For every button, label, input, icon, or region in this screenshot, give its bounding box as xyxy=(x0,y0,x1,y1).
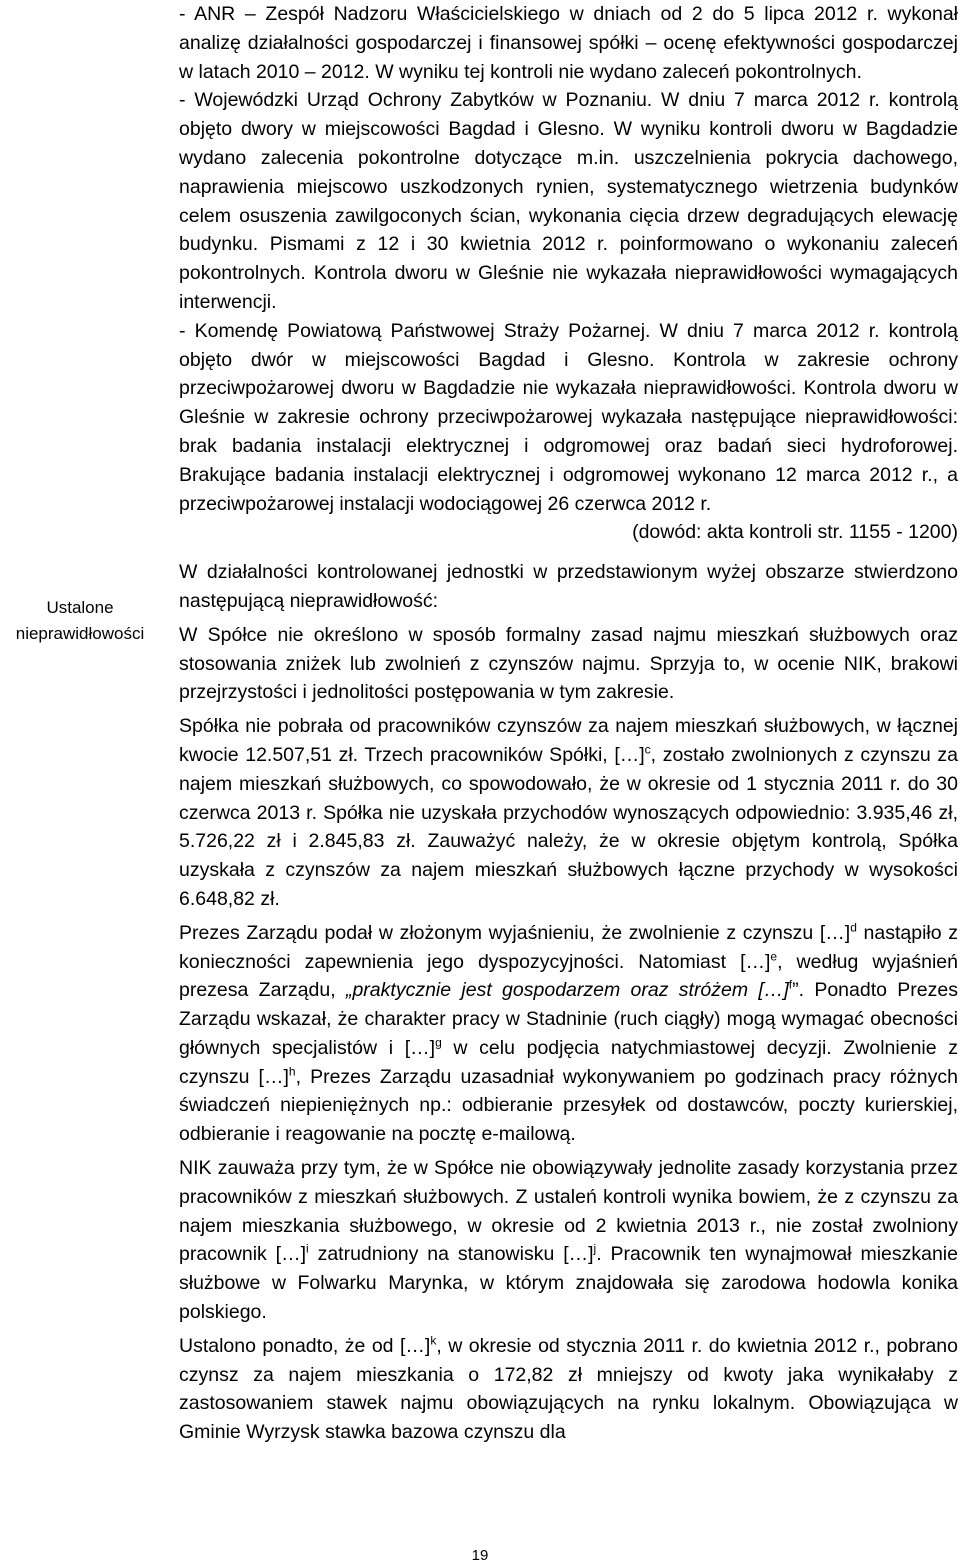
quote: „praktycznie jest gospodarzem oraz stróżem […] xyxy=(345,979,789,1002)
page-number: 19 xyxy=(471,1547,489,1564)
finding-paragraph-1: W Spółce nie określono w sposób formalny zasad najmu mieszkań służbowych oraz stosowania zniżek lub zwolnień z czynszów najmu. Sprzyja to, w ocenie NIK, brakowi przejrzystości i jednolitości postępowania w tym zakresie. xyxy=(179,623,958,704)
findings-intro: W działalności kontrolowanej jednostki w przedstawionym wyżej obszarze stwierdzono następującą nieprawidłowość: xyxy=(179,561,958,612)
finding-paragraph-3: Prezes Zarządu podał w złożonym wyjaśnieniu, że zwolnienie z czynszu […]$^d$ nastąpiło z konieczności zapewnienia jego dyspozycyjności. Natomiast […]$^e$, według wyjaśnień prezesa Zarządu, „praktycznie jest gospodarzem oraz stróżem […]$^f$”. Ponadto Prezes Zarządu wskazał, że charakter pracy w Stadninie (ruch ciągły) mogą wymagać obecności głównych specjalistów i […]$^g$ w celu podjęcia natychmiastowej decyzji. Zwolnienie z czynszu […]$^h$, Prezes Zarządu uzasadniał wykonywaniem po godzinach pracy różnych świadczeń niepieniężnych np.: odbieranie przesyłek od dostawców, poczty kurierskiej, odbieranie i reagowanie na pocztę e-mailową. xyxy=(179,920,959,1146)
finding-paragraph-5: Ustalono ponadto, że od […]$^k$, w okresie od stycznia 2011 r. do kwietnia 2012 r., pobrano czynsz za najem mieszkania o 172,82 zł mniejszy od kwoty jaka wynikałaby z zastosowaniem stawek najmu obowiązujących na rynku lokalnym. Obowiązująca w Gminie Wyrzysk stawka bazowa czynszu dla xyxy=(179,1333,958,1444)
paragraph-kppsp: - Komendę Powiatową Państwowej Straży Pożarnej. W dniu 7 marca 2012 r. kontrolą objęto dwór w miejscowości Bagdad i Glesno. Kontrola w zakresie ochrony przeciwpożarowej dworu w Bagdadzie nie wykazała nieprawidłowości. Kontrola dworu w Gleśnie w zakresie ochrony przeciwpożarowej wykazała następujące nieprawidłowości: brak badania instalacji elektrycznej i odgromowej oraz badań sieci hydroforowej. Brakujące badania instalacji elektrycznej i odgromowej wykonano 12 marca 2012 r., a przeciwpożarowej instalacji wodociągowej 26 czerwca 2012 r. xyxy=(179,319,958,515)
sidebar-label-line1: Ustalone xyxy=(46,598,114,617)
finding-paragraph-4: NIK zauważa przy tym, że w Spółce nie obowiązywały jednolite zasady korzystania przez pracowników z mieszkań służbowych. Z ustaleń kontroli wynika bowiem, że z czynszu za najem mieszkania służbowego, w okresie od 2 kwietnia 2013 r., nie został zwolniony pracownik […]$^i$ zatrudniony na stanowisku […]$^j$. Pracownik ten wynajmował mieszkanie służbowe w Folwarku Marynka, w którym znajdowała się zarodowa hodowla konika polskiego. xyxy=(179,1157,958,1324)
sidebar-label-line2: nieprawidłowości xyxy=(15,624,145,643)
sidebar-section-label xyxy=(0,595,160,647)
paragraph-wuoz: - Wojewódzki Urząd Ochrony Zabytków w Poznaniu. W dniu 7 marca 2012 r. kontrolą objęto dwory w miejscowości Bagdad i Glesno. W wyniku kontroli dworu w Bagdadzie wydano zalecenia pokontrolne dotyczące m.in. uszczelnienia pokrycia dachowego, naprawienia miejscowo uszkodzonych rynien, systematycznego wietrzenia budynków celem osuszenia zawilgoconych ścian, wykonania cięcia drzew degradujących elewację budynku. Pismami z 12 i 30 kwietnia 2012 r. poinformowano o wykonaniu zaleceń pokontrolnych. Kontrola dworu w Gleśnie nie wykazała nieprawidłowości wymagających interwencji. xyxy=(179,89,958,313)
evidence-reference: (dowód: akta kontroli str. 1155 - 1200) xyxy=(632,521,958,544)
main-content xyxy=(179,0,958,1447)
paragraph-anr: - ANR – Zespół Nadzoru Właścicielskiego w dniach od 2 do 5 lipca 2012 r. wykonał analizę działalności gospodarczej i finansowej spółki – ocenę efektywności gospodarczej w latach 2010 – 2012. W wyniku tej kontroli nie wydano zaleceń pokontrolnych. xyxy=(179,3,958,83)
finding-paragraph-2: Spółka nie pobrała od pracowników czynszów za najem mieszkań służbowych, w łącznej kwocie 12.507,51 zł. Trzech pracowników Spółki, […]$^c$, zostało zwolnionych z czynszu za najem mieszkań służbowych, co spowodowało, że w okresie od 1 stycznia 2011 r. do 30 czerwca 2013 r. Spółka nie uzyskała przychodów wynoszących odpowiednio: 3.935,46 zł, 5.726,22 zł i 2.845,83 zł. Zauważyć należy, że w okresie objętym kontrolą, Spółka uzyskała z czynszów za najem mieszkań służbowych łączne przychody w wysokości 6.648,82 zł. xyxy=(179,715,958,910)
